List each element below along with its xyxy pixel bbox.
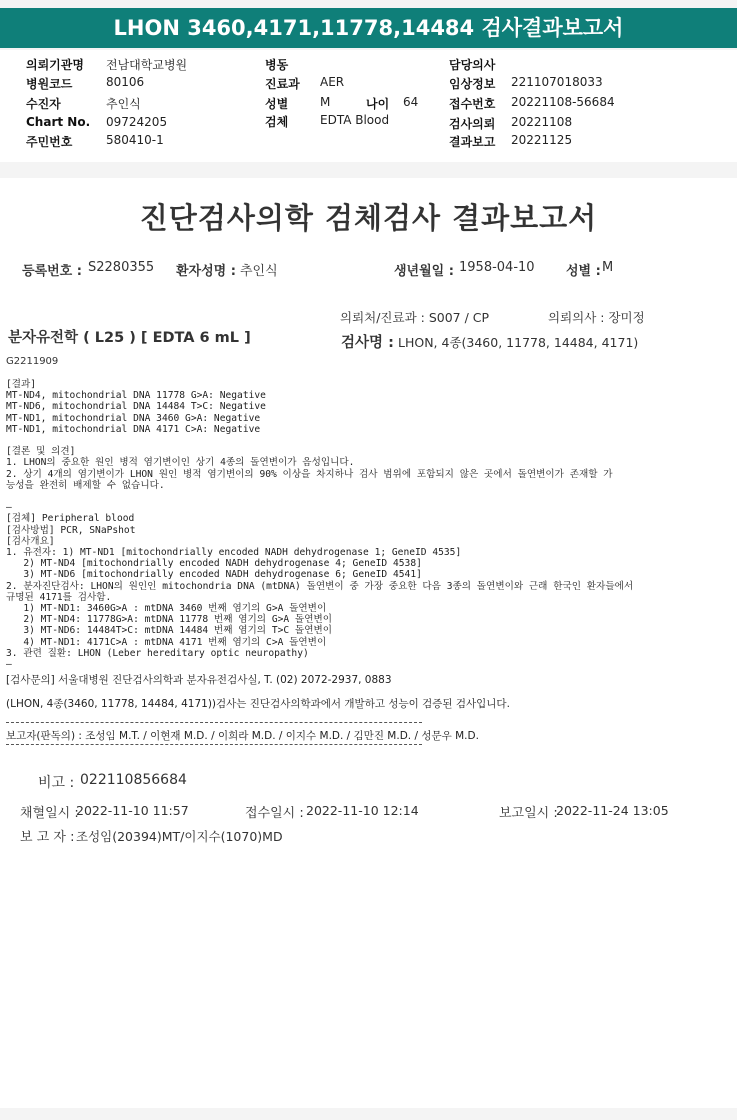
hospital-code-label: 병원코드 xyxy=(26,77,73,91)
birthdate-value: 1958-04-10 xyxy=(459,260,535,275)
ward-label: 병동 xyxy=(265,58,289,72)
result-line: 1. LHON의 중요한 원인 병적 염기변이인 상기 4종의 돌연변이가 음성입니다. xyxy=(6,457,355,469)
reporter-value: 조성임(20394)MT/이지수(1070)MD xyxy=(76,829,283,844)
request-date-label: 검사의뢰 xyxy=(449,117,496,131)
clinical-info-label: 임상정보 xyxy=(449,77,496,91)
result-line: 4) MT-ND1: 4171C>A : mtDNA 4171 번째 염기의 C>A 돌연변이 xyxy=(6,636,327,648)
reporter-label: 보 고 자 : xyxy=(20,830,75,845)
test-name-label: 검사명 : xyxy=(341,335,394,351)
department-label: 진료과 xyxy=(265,77,300,91)
patient-label: 수진자 xyxy=(26,97,61,111)
result-line: [검사방법] PCR, SNaPshot xyxy=(6,524,136,536)
result-line: MT-ND1, mitochondrial DNA 3460 G>A: Negative xyxy=(6,412,261,424)
header-info-panel xyxy=(0,50,737,162)
result-line: — xyxy=(6,502,12,514)
remark-value: 022110856684 xyxy=(80,772,187,788)
result-line: [검체] Peripheral blood xyxy=(6,513,135,525)
resident-no-label: 주민번호 xyxy=(26,135,73,149)
result-line: 3) MT-ND6 [mitochondrially encoded NADH dehydrogenase 6; GeneID 4541] xyxy=(6,569,422,581)
result-line: [결과] xyxy=(6,379,37,390)
result-line: [결론 및 의견] xyxy=(6,446,76,458)
sex-label: 성별 xyxy=(265,97,289,111)
report-banner-title: LHON 3460,4171,11778,14484 검사결과보고서 xyxy=(0,8,737,48)
hospital-name-label: 의뢰기관명 xyxy=(26,58,84,72)
collection-time-label: 채혈일시 : xyxy=(20,806,79,821)
result-line: 2) MT-ND4 [mitochondrially encoded NADH dehydrogenase 4; GeneID 4538] xyxy=(6,558,422,570)
result-line: MT-ND1, mitochondrial DNA 4171 C>A: Negative xyxy=(6,423,261,435)
result-line: 2) MT-ND4: 11778G>A: mtDNA 11778 번째 염기의 G>A 돌연변이 xyxy=(6,614,332,626)
request-date-value: 20221108 xyxy=(511,115,573,129)
patient-value: 추인식 xyxy=(106,97,141,111)
gender-label: 성별 : xyxy=(566,264,601,279)
result-line: MT-ND4, mitochondrial DNA 11778 G>A: Negative xyxy=(6,390,266,402)
report-time-value: 2022-11-24 13:05 xyxy=(556,803,669,818)
receipt-no-label: 접수번호 xyxy=(449,97,496,111)
report-time-label: 보고일시 : xyxy=(499,806,558,821)
hospital-name-value: 전남대학교병원 xyxy=(106,58,188,72)
patient-name-value: 추인식 xyxy=(240,264,278,279)
receipt-no-value: 20221108-56684 xyxy=(511,95,615,109)
clinical-info-value: 221107018033 xyxy=(511,75,603,89)
result-text-block xyxy=(6,379,633,670)
registration-label: 등록번호 : xyxy=(22,264,82,279)
divider xyxy=(6,722,422,723)
section-title: 분자유전학 ( L25 ) [ EDTA 6 mL ] xyxy=(8,330,251,346)
result-line: [검사개요] xyxy=(6,535,55,547)
chart-no-value: 09724205 xyxy=(106,115,168,129)
result-line: 1. 유전자: 1) MT-ND1 [mitochondrially encoded NADH dehydrogenase 1; GeneID 4535] xyxy=(6,547,462,559)
age-label: 나이 xyxy=(366,97,390,111)
result-line: 2. 분자진단검사: LHON의 원인인 mitochondria DNA (mtDNA) 돌연변이 중 가장 중요한 다음 3종의 돌연변이와 근래 한국인 환자들에서 xyxy=(6,580,634,592)
sex-value: M xyxy=(320,95,331,109)
report-date-value: 20221125 xyxy=(511,133,573,147)
result-line xyxy=(6,491,633,502)
collection-time-value: 2022-11-10 11:57 xyxy=(76,803,189,818)
requesting-doctor: 의뢰의사 : 장미정 xyxy=(548,310,645,325)
report-sheet xyxy=(0,178,737,1108)
specimen-id: G2211909 xyxy=(6,356,59,367)
result-line: 규명된 4171를 검사함. xyxy=(6,591,112,603)
patient-name-label: 환자성명 : xyxy=(176,264,236,279)
result-line: 3) MT-ND6: 14484T>C: mtDNA 14484 번째 염기의 T>C 돌연변이 xyxy=(6,625,332,637)
department-value: AER xyxy=(320,75,345,89)
divider xyxy=(6,744,422,745)
result-line: 1) MT-ND1: 3460G>A : mtDNA 3460 번째 염기의 G>A 돌연변이 xyxy=(6,603,327,615)
receipt-time-value: 2022-11-10 12:14 xyxy=(306,803,419,818)
result-line xyxy=(6,435,633,446)
hospital-code-value: 80106 xyxy=(106,75,145,89)
gender-value: M xyxy=(602,260,614,275)
result-line: 능성을 완전히 배제할 수 없습니다. xyxy=(6,479,165,491)
attending-doctor-label: 담당의사 xyxy=(449,58,496,72)
reporters-line: 보고자(판독의) : 조성임 M.T. / 이현재 M.D. / 이희라 M.D. / 이지수 M.D. / 김만진 M.D. / 성문우 M.D. xyxy=(6,730,479,742)
inquiry-line: [검사문의] 서울대병원 진단검사의학과 분자유전검사실, T. (02) 2072-2937, 0883 xyxy=(6,674,392,686)
department-info: 의뢰처/진료과 : S007 / CP xyxy=(340,310,490,325)
result-line: 2. 상기 4개의 염기변이가 LHON 원인 병적 염기변이의 90% 이상을 차지하나 검사 범위에 포함되지 않은 곳에서 돌연변이가 존재할 가 xyxy=(6,468,613,480)
registration-value: S2280355 xyxy=(88,260,155,275)
receipt-time-label: 접수일시 : xyxy=(245,806,304,821)
report-date-label: 결과보고 xyxy=(449,135,496,149)
result-line: 3. 관련 질환: LHON (Leber hereditary optic neuropathy) xyxy=(6,647,309,659)
specimen-value: EDTA Blood xyxy=(320,113,390,127)
resident-no-value: 580410-1 xyxy=(106,133,164,147)
age-value: 64 xyxy=(403,95,419,109)
result-line: MT-ND6, mitochondrial DNA 14484 T>C: Negative xyxy=(6,401,266,413)
chart-no-label: Chart No. xyxy=(26,115,91,129)
specimen-label: 검체 xyxy=(265,115,289,129)
result-line: — xyxy=(6,659,12,671)
birthdate-label: 생년월일 : xyxy=(394,264,454,279)
remark-label: 비고 : xyxy=(38,775,75,791)
test-name-value: LHON, 4종(3460, 11778, 14484, 4171) xyxy=(398,335,639,350)
development-note: (LHON, 4종(3460, 11778, 14484, 4171))검사는 진단검사의학과에서 개발하고 성능이 검증된 검사입니다. xyxy=(6,698,510,710)
report-title: 진단검사의학 검체검사 결과보고서 xyxy=(139,201,598,235)
